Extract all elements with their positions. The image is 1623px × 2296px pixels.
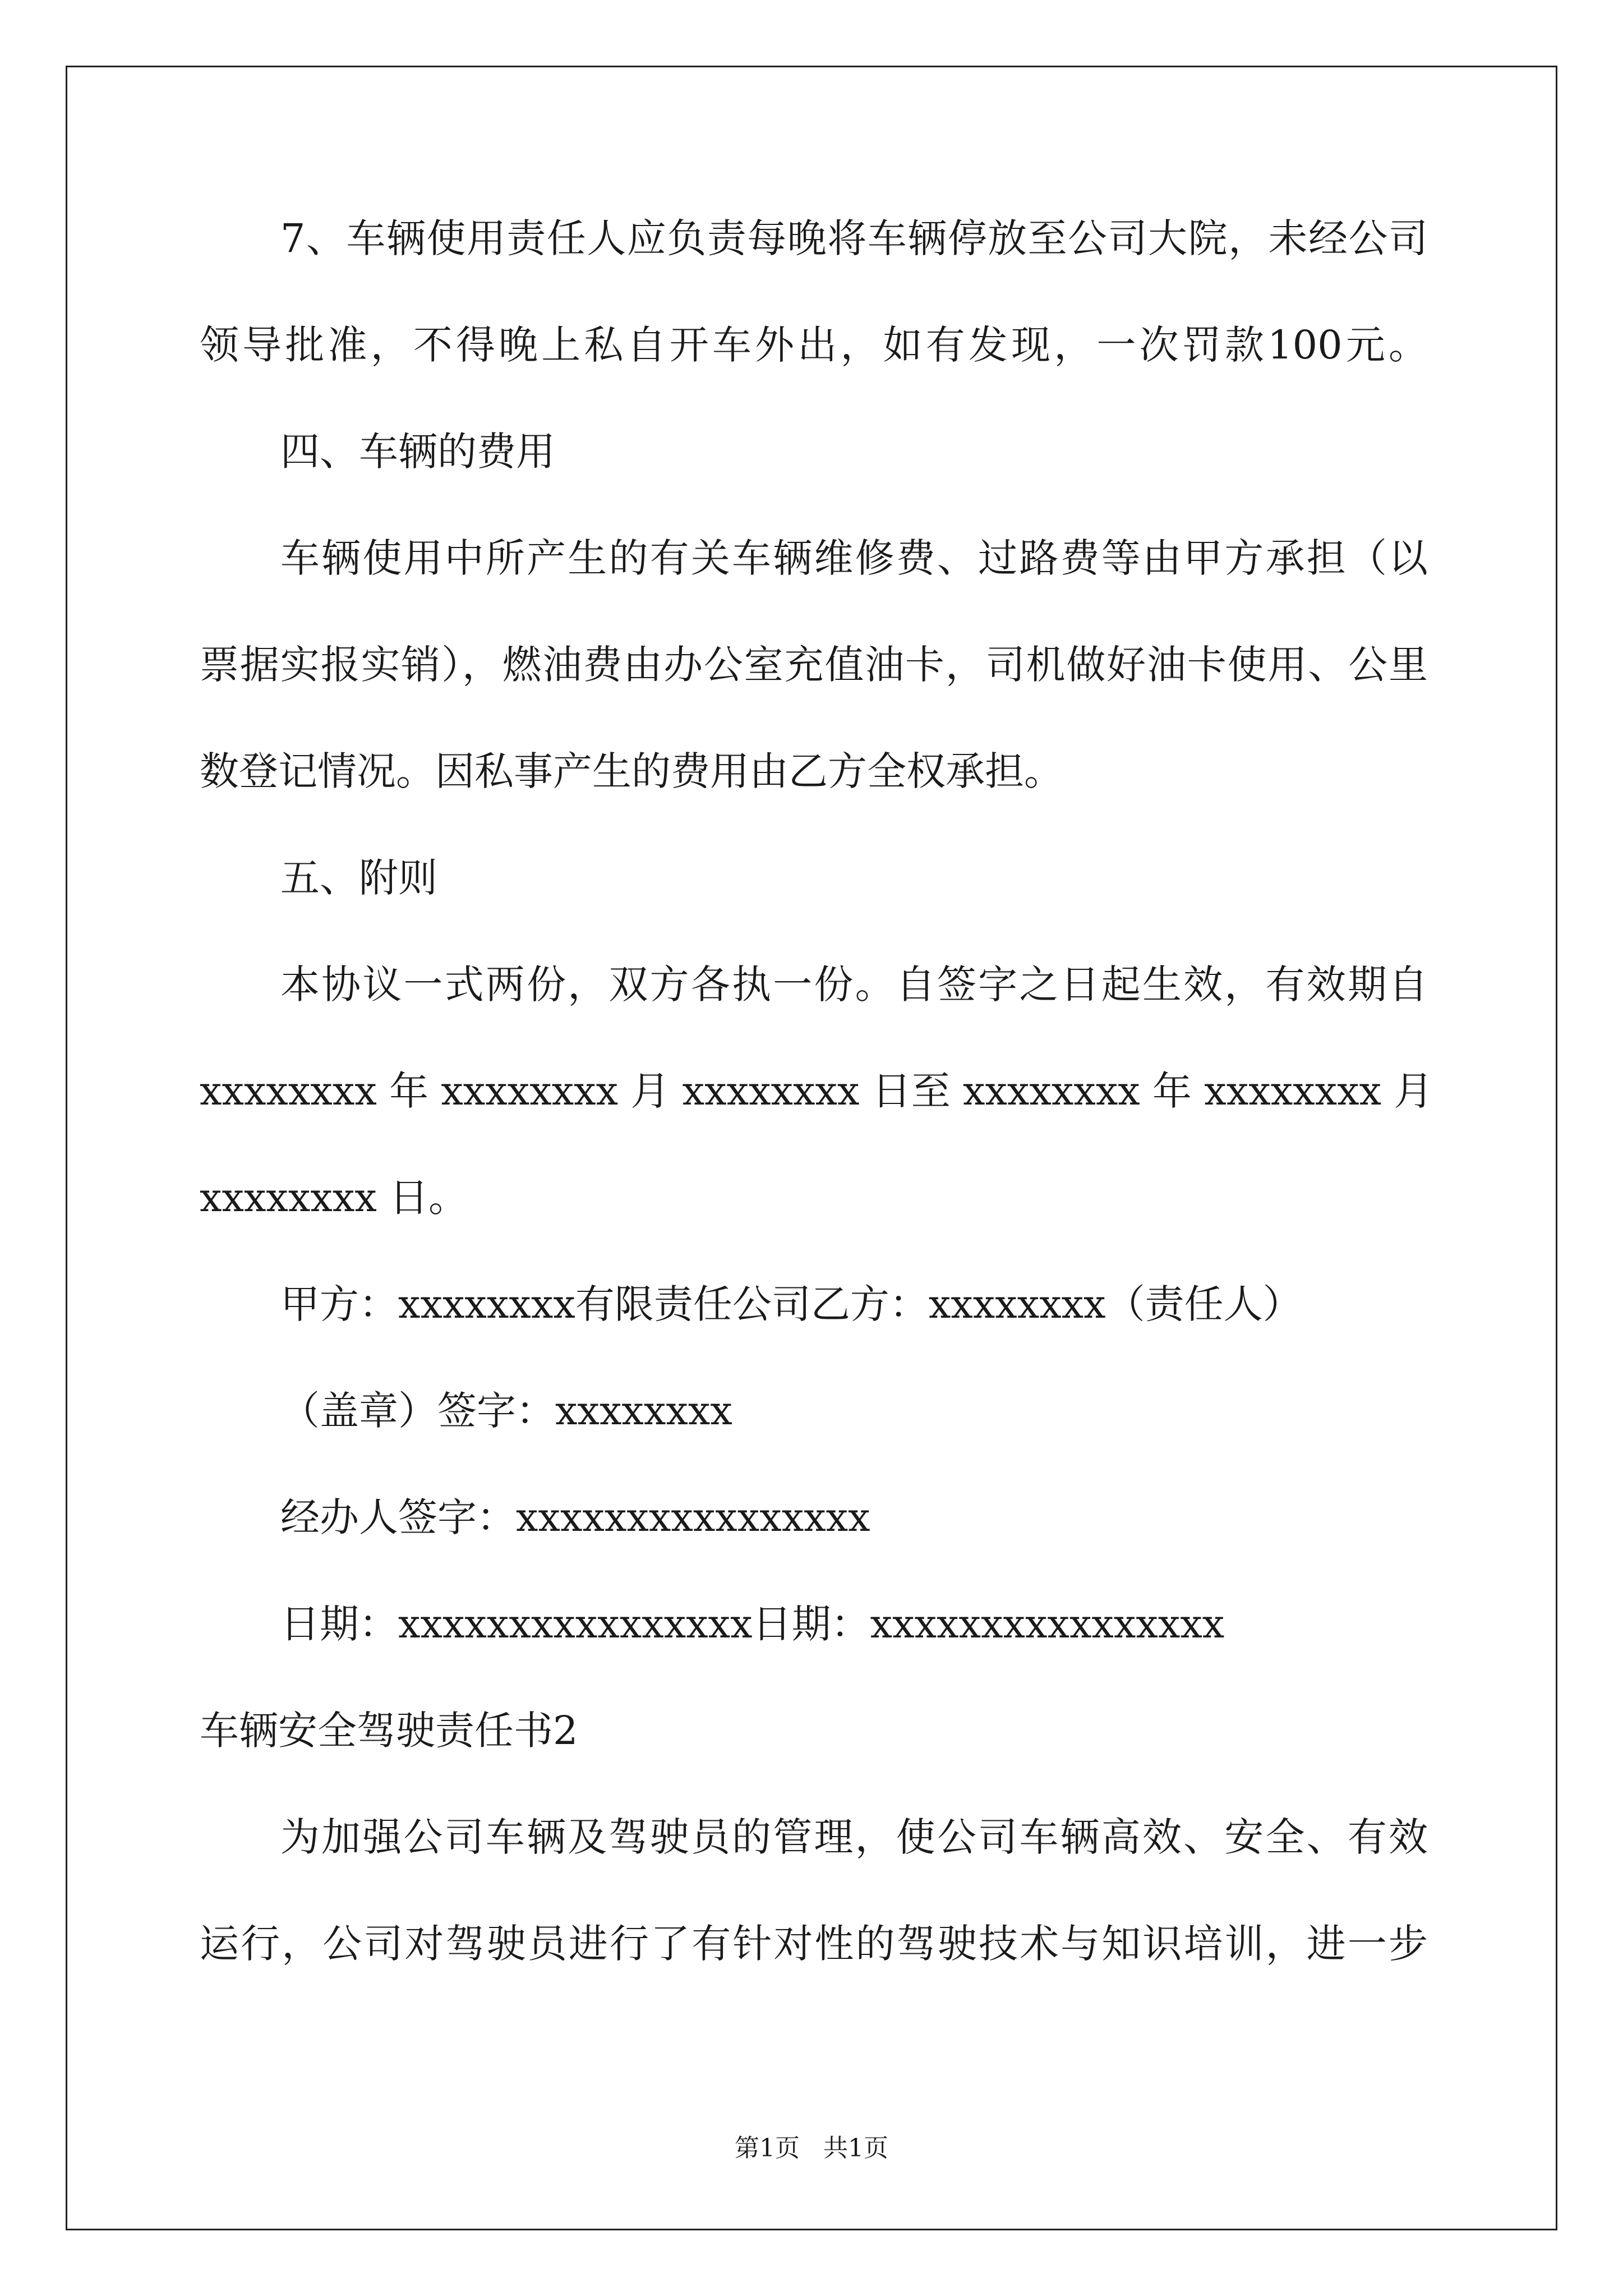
paragraph-line-terms-2: xxxxxxxx 年 xxxxxxxx 月 xxxxxxxx 日至 xxxxxxxx 年 xxxxxxxx 月 xyxy=(200,1068,1433,1114)
paragraph-line-terms-3: xxxxxxxx 日。 xyxy=(200,1175,468,1221)
page-border xyxy=(66,66,1557,2230)
page-footer: 第1页 共1页 xyxy=(735,2134,888,2162)
party-line: 甲方：xxxxxxxx有限责任公司乙方：xxxxxxxx（责任人） xyxy=(280,1281,1302,1327)
paragraph-line-item7-2: 领导批准，不得晚上私自开车外出，如有发现，一次罚款100元。 xyxy=(200,322,1428,368)
handler-signature-line: 经办人签字：xxxxxxxxxxxxxxxx xyxy=(280,1494,870,1540)
paragraph-line-costs-2: 票据实报实销），燃油费由办公室充值油卡，司机做好油卡使用、公里 xyxy=(200,642,1428,688)
seal-signature-line: （盖章）签字：xxxxxxxx xyxy=(280,1388,732,1434)
date-line: 日期：xxxxxxxxxxxxxxxx日期：xxxxxxxxxxxxxxxx xyxy=(280,1601,1225,1647)
section-heading-supplementary: 五、附则 xyxy=(280,855,437,901)
paragraph-line-costs-3: 数登记情况。因私事产生的费用由乙方全权承担。 xyxy=(200,748,1063,794)
section-heading-vehicle-costs: 四、车辆的费用 xyxy=(280,429,555,475)
paragraph-line-intro-2: 运行，公司对驾驶员进行了有针对性的驾驶技术与知识培训，进一步 xyxy=(200,1921,1428,1967)
document-title-2: 车辆安全驾驶责任书2 xyxy=(200,1708,578,1754)
paragraph-line-terms-1: 本协议一式两份，双方各执一份。自签字之日起生效，有效期自 xyxy=(280,961,1428,1007)
paragraph-line-item7-1: 7、车辆使用责任人应负责每晚将车辆停放至公司大院，未经公司 xyxy=(280,215,1428,261)
paragraph-line-intro-1: 为加强公司车辆及驾驶员的管理，使公司车辆高效、安全、有效 xyxy=(280,1814,1428,1860)
paragraph-line-costs-1: 车辆使用中所产生的有关车辆维修费、过路费等由甲方承担（以 xyxy=(280,535,1428,581)
